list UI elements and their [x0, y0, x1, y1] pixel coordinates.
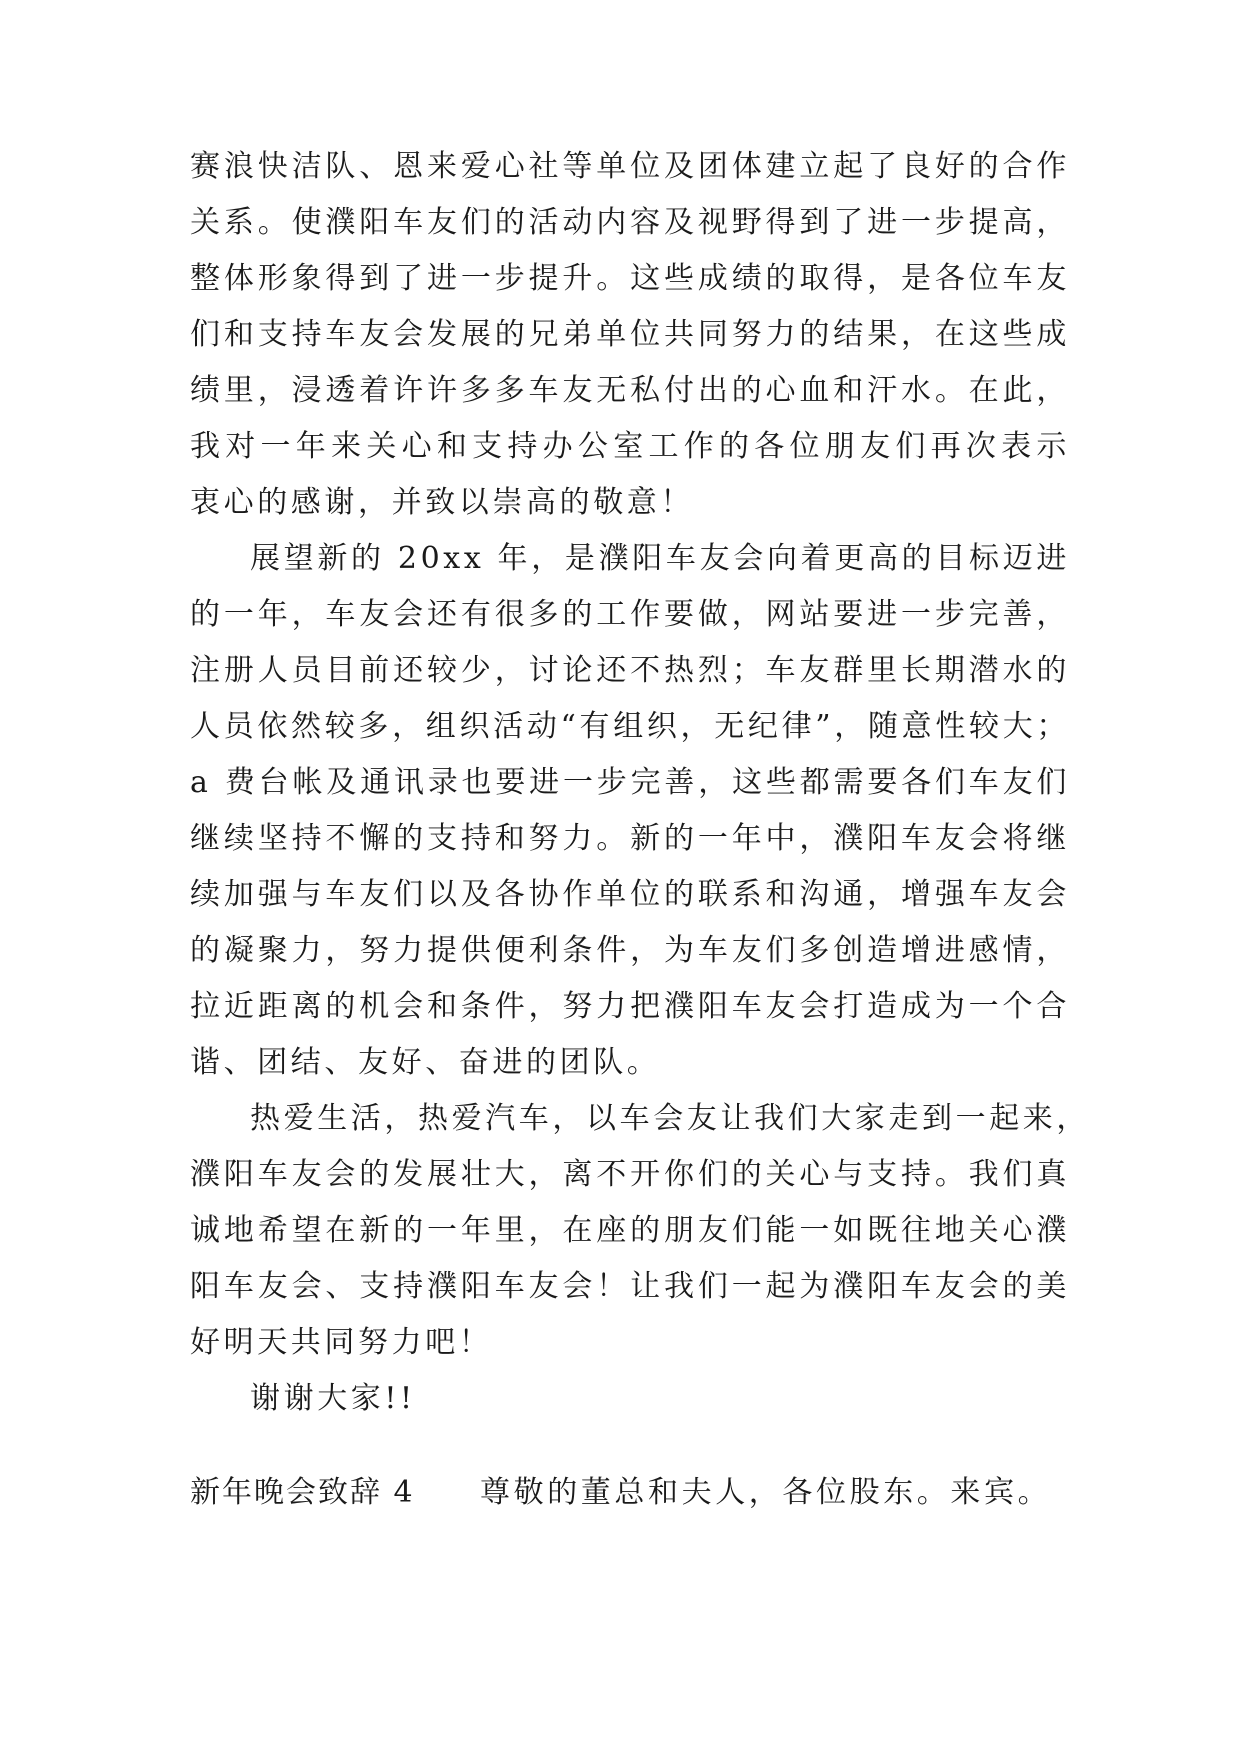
paragraph-3-line-5: 好明天共同努力吧！ — [190, 1325, 493, 1360]
paragraph-1-line-3: 整体形象得到了进一步提升。这些成绩的取得，是各位车友 — [190, 261, 1070, 296]
paragraph-2-line-8: 的凝聚力，努力提供便利条件，为车友们多创造增进感情， — [190, 933, 1070, 968]
paragraph-3-line-2: 濮阳车友会的发展壮大，离不开你们的关心与支持。我们真 — [190, 1157, 1070, 1192]
paragraph-2-line-7: 续加强与车友们以及各协作单位的联系和沟通，增强车友会 — [190, 877, 1070, 912]
paragraph-3-line-4: 阳车友会、支持濮阳车友会！让我们一起为濮阳车友会的美 — [190, 1269, 1070, 1304]
paragraph-1-line-5: 绩里，浸透着许许多多车友无私付出的心血和汗水。在此， — [190, 373, 1070, 408]
paragraph-2-line-2: 的一年，车友会还有很多的工作要做，网站要进一步完善， — [190, 597, 1070, 632]
paragraph-2-line-6: 继续坚持不懈的支持和努力。新的一年中，濮阳车友会将继 — [190, 821, 1070, 856]
next-section-row — [190, 1473, 1070, 1513]
paragraph-3-line-3: 诚地希望在新的一年里，在座的朋友们能一如既往地关心濮 — [190, 1213, 1070, 1248]
salutation-text: 尊敬的董总和夫人，各位股东。来宾。 — [480, 1475, 1052, 1510]
paragraph-2-line-5: a 费台帐及通讯录也要进一步完善，这些都需要各们车友们 — [190, 765, 1070, 800]
paragraph-2-line-9: 拉近距离的机会和条件，努力把濮阳车友会打造成为一个合 — [190, 989, 1070, 1024]
paragraph-2-line-1: 展望新的 20xx 年，是濮阳车友会向着更高的目标迈进 — [250, 541, 1070, 576]
paragraph-3-line-1: 热爱生活，热爱汽车，以车会友让我们大家走到一起来， — [250, 1101, 1090, 1136]
paragraph-1-line-2: 关系。使濮阳车友们的活动内容及视野得到了进一步提高， — [190, 205, 1070, 240]
paragraph-1-line-1: 赛浪快洁队、恩来爱心社等单位及团体建立起了良好的合作 — [190, 149, 1070, 184]
paragraph-2-line-4: 人员依然较多，组织活动“有组织，无纪律”，随意性较大； — [190, 709, 1070, 744]
section-title: 新年晚会致辞 4 — [190, 1475, 415, 1510]
closing-line: 谢谢大家!! — [250, 1381, 416, 1416]
paragraph-1-line-6: 我对一年来关心和支持办公室工作的各位朋友们再次表示 — [190, 429, 1070, 464]
paragraph-2-line-10: 谐、团结、友好、奋进的团队。 — [190, 1045, 661, 1080]
paragraph-2-line-3: 注册人员目前还较少，讨论还不热烈；车友群里长期潜水的 — [190, 653, 1070, 688]
paragraph-1-line-7: 衷心的感谢，并致以崇高的敬意！ — [190, 485, 694, 520]
paragraph-1-line-4: 们和支持车友会发展的兄弟单位共同努力的结果，在这些成 — [190, 317, 1070, 352]
